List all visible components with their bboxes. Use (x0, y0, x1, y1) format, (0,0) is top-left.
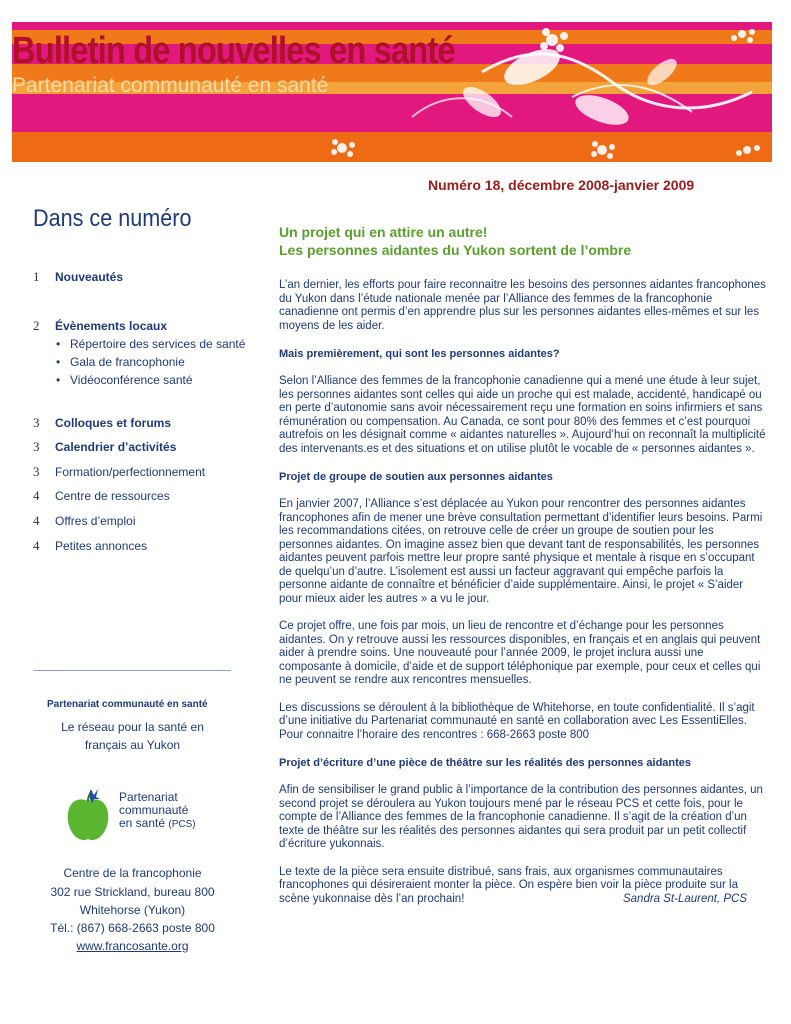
author-signature: Sandra St-Laurent, PCS (622, 892, 747, 905)
toc-subitem-videoconference[interactable]: • Vidéoconférence santé (56, 373, 193, 387)
toc-item-calendrier[interactable]: 3 Calendrier d’activités (33, 439, 177, 454)
org-name: Partenariat communauté en santé (47, 699, 208, 710)
section-heading-who: Mais premièrement, qui sont les personnes aidantes? (279, 348, 560, 360)
toc-item-nouveautes[interactable]: 1 Nouveautés (33, 269, 124, 284)
paragraph-intro: L’an dernier, les efforts pour faire reconnaitre les besoins des personnes aidantes francophones du Yukon dans l’étude nationale menée par l’Alliance des femmes de la francophonie canadienne ont permis d’en apprendre plus sur les personnes aidantes elles-mêmes et sur les moyens de les aider. (279, 279, 766, 332)
sidebar-divider (34, 670, 231, 671)
apple-logo-icon (64, 787, 112, 845)
toc-item-colloques[interactable]: 3 Colloques et forums (33, 415, 172, 430)
address-line-2: 302 rue Strickland, bureau 800 (50, 885, 215, 899)
toc-item-formation[interactable]: 3 Formation/perfectionnement (33, 464, 206, 479)
org-tagline-line2: français au Yukon (84, 738, 181, 752)
toc-item-petites-annonces[interactable]: 4 Petites annonces (33, 538, 148, 553)
paragraph-definition: Selon l’Alliance des femmes de la francophonie canadienne qui a mené une étude à leur sujet, les personnes aidantes sont celles qui aide un proche qui est malade, accidenté, handicapé ou en perte d’autonomie sans avoir nécessairement reçu une formation en soins infirmiers et sans rémunération ou compensation. Au Canada, ce sont pour 80% des femmes et c’est pourquoi autrefois on les désignait comme « aidantes naturelles ». Aujourd’hui on reconnaît la multiplicité des intervenants.es et des situations et on utilise plutôt le vocable de « personnes aidantes ». (279, 375, 766, 455)
issue-number: Numéro 18, décembre 2008-janvier 2009 (428, 177, 695, 193)
paragraph-theatre: Afin de sensibiliser le grand public à l’importance de la contribution des personnes aidantes, un second projet se déroulera au Yukon toujours mené par le réseau PCS et cette fois, pour le compte de l’Alliance des femmes de la francophonie canadienne. Il s’agit de la création d’un texte de théâtre sur les réalités des personnes aidantes qui sera produit par un petit collectif d’écriture yukonnais. (279, 784, 763, 850)
headline-line2: Les personnes aidantes du Yukon sortent de l’ombre (279, 242, 632, 258)
main-article (279, 223, 767, 906)
paragraph-support-group: En janvier 2007, l’Alliance s’est déplacée au Yukon pour rencontrer des personnes aidantes francophones afin de mener une brève consultation permettant d’identifier leurs besoins. Parmi les recommandations citées, on retrouve celle de créer un groupe de soutien pour les personnes aidantes. On imagine assez bien que devant tant de responsabilités, les personnes aidantes peuvent parfois mettre leur propre santé physique et mentale à risque en s’occupant de quelqu’un d’autre. L’isolement est aussi un facteur aggravant qui empêche parfois la personne aidante de connaître et bénéficier d’aide supplémentaire. Ainsi, le projet « S’aider pour mieux aider les autres » a vu le jour. (279, 498, 763, 605)
header-banner (12, 22, 772, 162)
address-line-1: Centre de la francophonie (63, 866, 202, 880)
pcs-logo: Partenariat communauté en santé (PCS) (64, 787, 204, 847)
section-heading-support-group: Projet de groupe de soutien aux personnes aidantes (279, 471, 553, 483)
section-heading-theatre: Projet d’écriture d’une pièce de théâtre sur les réalités des personnes aidantes (279, 757, 692, 769)
toc-title: Dans ce numéro (33, 205, 192, 232)
paragraph-discussions: Les discussions se déroulent à la bibliothèque de Whitehorse, en toute confidentialité. Il s’agit d’une initiative du Partenariat communauté en santé en collaboration avec Les EssentiElles. Pour connaitre l’horaire des rencontres : 668-2663 poste 800 (279, 701, 755, 741)
newsletter-subtitle: Partenariat communauté en santé (12, 74, 329, 97)
headline-line1: Un projet qui en attire un autre! (279, 224, 488, 240)
toc-item-offres-emploi[interactable]: 4 Offres d’emploi (33, 513, 136, 528)
phone-number: Tél.: (867) 668-2663 poste 800 (50, 921, 215, 935)
toc-item-evenements-locaux[interactable]: 2 Évènements locaux (33, 318, 168, 333)
website-link[interactable]: www.francosante.org (76, 939, 189, 953)
toc-item-centre-ressources[interactable]: 4 Centre de ressources (33, 488, 170, 503)
org-tagline-line1: Le réseau pour la santé en (61, 720, 204, 734)
toc-subitem-gala[interactable]: • Gala de francophonie (56, 355, 185, 369)
newsletter-title: Bulletin de nouvelles en santé (12, 30, 455, 72)
address-line-3: Whitehorse (Yukon) (79, 903, 186, 917)
paragraph-project-offer: Ce projet offre, une fois par mois, un lieu de rencontre et d’échange pour les personnes aidantes. On y retrouve aussi les ressources disponibles, en français et en anglais qui peuvent aider à prendre soins. Une nouveauté pour l’année 2009, le projet inclura aussi une composante à domicile, d’aide et de support téléphonique par exemple, pour ceux et celles qui ne peuvent se rendre aux rencontres mensuelles. (279, 620, 761, 686)
toc-subitem-repertoire[interactable]: • Répertoire des services de santé (56, 337, 245, 351)
paragraph-closing: Le texte de la pièce sera ensuite distribué, sans frais, aux organismes communautaires francophones qui désireraient monter la pièce. On espère bien voir la pièce produite sur la scène yukonnaise dès l’an prochain! Sandra St-Laurent, PCS (279, 865, 747, 905)
